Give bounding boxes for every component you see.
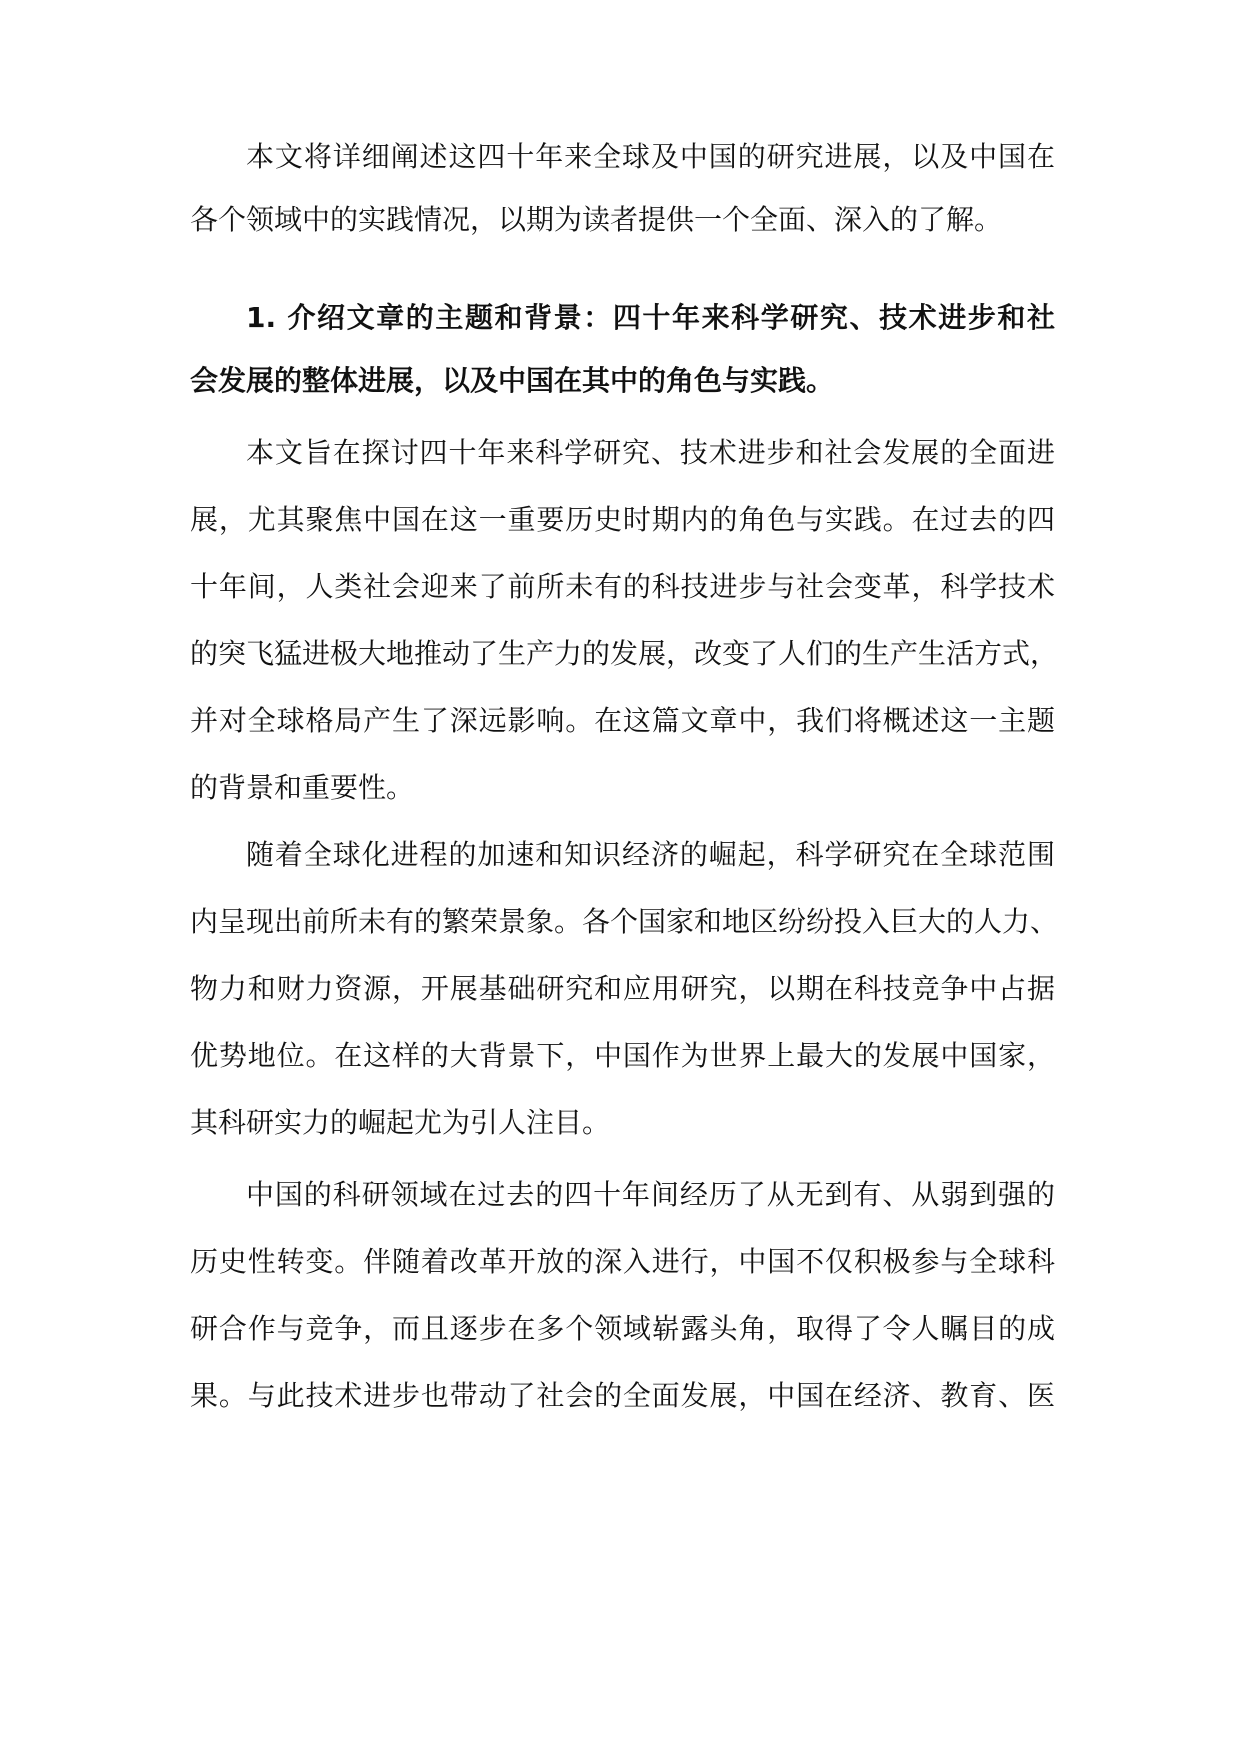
text-line: 优势地位。在这样的大背景下，中国作为世界上最大的发展中国家， bbox=[190, 1039, 1055, 1072]
text-line: 并对全球格局产生了深远影响。在这篇文章中，我们将概述这一主题 bbox=[190, 704, 1055, 737]
text-line: 物力和财力资源，开展基础研究和应用研究，以期在科技竞争中占据 bbox=[190, 972, 1055, 1005]
text-line: 各个领域中的实践情况，以期为读者提供一个全面、深入的了解。 bbox=[190, 203, 1003, 236]
text-line: 果。与此技术进步也带动了社会的全面发展，中国在经济、教育、医 bbox=[190, 1379, 1055, 1412]
text-line: 的突飞猛进极大地推动了生产力的发展，改变了人们的生产生活方式， bbox=[190, 637, 1059, 670]
text-line: 其科研实力的崛起尤为引人注目。 bbox=[190, 1106, 611, 1139]
text-line: 本文将详细阐述这四十年来全球及中国的研究进展，以及中国在 bbox=[246, 140, 1055, 173]
text-line: 展，尤其聚焦中国在这一重要历史时期内的角色与实践。在过去的四 bbox=[190, 503, 1055, 536]
text-line: 随着全球化进程的加速和知识经济的崛起，科学研究在全球范围 bbox=[246, 838, 1055, 871]
text-line: 内呈现出前所未有的繁荣景象。各个国家和地区纷纷投入巨大的人力、 bbox=[190, 905, 1059, 938]
text-line: 本文旨在探讨四十年来科学研究、技术进步和社会发展的全面进 bbox=[246, 436, 1055, 469]
text-line: 的背景和重要性。 bbox=[190, 771, 415, 804]
heading-line: 会发展的整体进展，以及中国在其中的角色与实践。 bbox=[190, 364, 835, 397]
text-line: 中国的科研领域在过去的四十年间经历了从无到有、从弱到强的 bbox=[246, 1178, 1055, 1211]
heading-line: 1. 介绍文章的主题和背景：四十年来科学研究、技术进步和社 bbox=[246, 301, 1055, 334]
text-line: 十年间，人类社会迎来了前所未有的科技进步与社会变革，科学技术 bbox=[190, 570, 1055, 603]
text-line: 研合作与竞争，而且逐步在多个领域崭露头角，取得了令人瞩目的成 bbox=[190, 1312, 1055, 1345]
text-line: 历史性转变。伴随着改革开放的深入进行，中国不仅积极参与全球科 bbox=[190, 1245, 1055, 1278]
